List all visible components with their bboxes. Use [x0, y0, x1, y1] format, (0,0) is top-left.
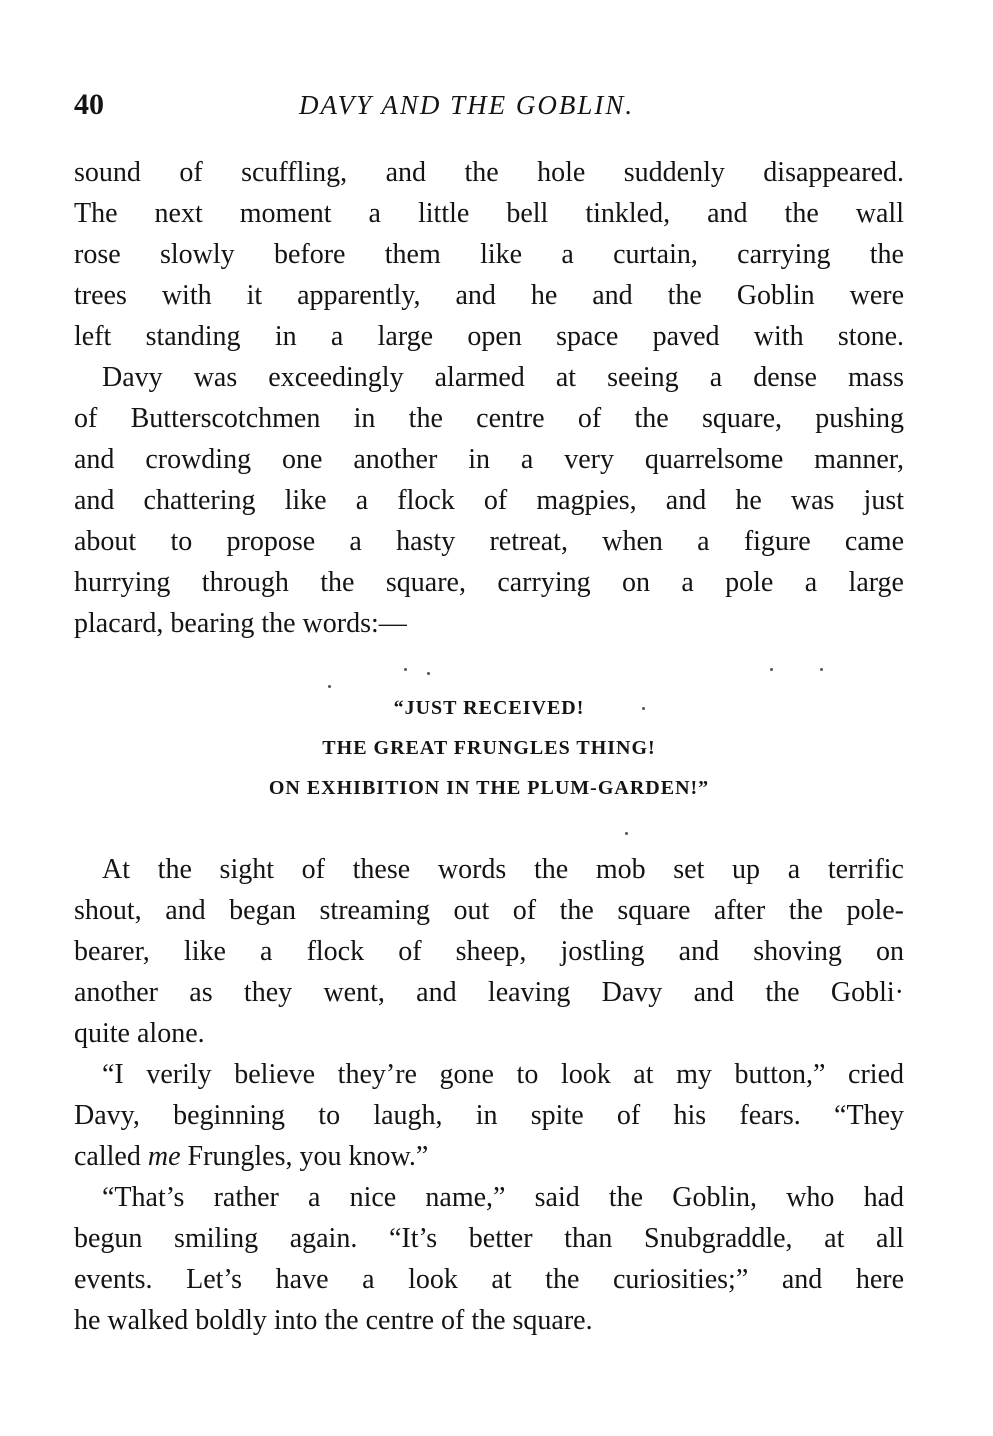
- print-speck: [328, 685, 331, 688]
- placard-line: THE GREAT FRUNGLES THING!: [322, 737, 656, 759]
- page-header: [74, 88, 904, 128]
- text-line: placard, bearing the words:—: [74, 608, 407, 639]
- text-line: hurrying through the square, carrying on a pole a large: [74, 567, 904, 598]
- running-title: DAVY AND THE GOBLIN.: [299, 90, 635, 120]
- text-line: The next moment a little bell tinkled, and the wall: [74, 198, 904, 229]
- print-speck: [404, 668, 407, 671]
- text-span: Frungles, you know.”: [180, 1141, 429, 1172]
- text-line: left standing in a large open space paved with stone.: [74, 321, 904, 352]
- text-line: another as they went, and leaving Davy and the Gobli·: [74, 977, 904, 1008]
- placard-line: ON EXHIBITION IN THE PLUM-GARDEN!”: [268, 777, 710, 799]
- text-line: sound of scuffling, and the hole suddenly disappeared.: [74, 157, 904, 188]
- text-line: rose slowly before them like a curtain, carrying the: [74, 239, 904, 270]
- text-line: he walked boldly into the centre of the square.: [74, 1305, 593, 1336]
- print-speck: [770, 668, 773, 671]
- placard-line: “JUST RECEIVED!: [393, 697, 585, 719]
- text-line: and chattering like a flock of magpies, and he was just: [74, 485, 904, 516]
- text-line: of Butterscotchmen in the centre of the square, pushing: [74, 403, 904, 434]
- text-line: shout, and began streaming out of the square after the pole-: [74, 895, 904, 926]
- print-speck: [427, 672, 430, 675]
- emphasized-word: me: [147, 1141, 181, 1172]
- text-line: “That’s rather a nice name,” said the Goblin, who had: [102, 1182, 904, 1213]
- print-speck: [820, 668, 823, 671]
- text-line: events. Let’s have a look at the curiosities;” and here: [74, 1264, 904, 1295]
- print-speck: [642, 707, 645, 710]
- text-line: and crowding one another in a very quarrelsome manner,: [74, 444, 904, 475]
- text-line: begun smiling again. “It’s better than Snubgraddle, at all: [74, 1223, 904, 1254]
- text-line: [74, 1136, 904, 1177]
- text-line: bearer, like a flock of sheep, jostling and shoving on: [74, 936, 904, 967]
- text-line: “I verily believe they’re gone to look at my button,” cried: [102, 1059, 904, 1090]
- text-line: At the sight of these words the mob set up a terrific: [102, 854, 904, 885]
- page-number: 40: [74, 88, 104, 121]
- text-line: about to propose a hasty retreat, when a figure came: [74, 526, 904, 557]
- text-line: trees with it apparently, and he and the Goblin were: [74, 280, 904, 311]
- print-speck: [625, 832, 628, 835]
- text-line: Davy was exceedingly alarmed at seeing a dense mass: [102, 362, 904, 393]
- text-line: quite alone.: [74, 1018, 205, 1049]
- text-span: called: [74, 1141, 148, 1172]
- text-line: Davy, beginning to laugh, in spite of his fears. “They: [74, 1100, 904, 1131]
